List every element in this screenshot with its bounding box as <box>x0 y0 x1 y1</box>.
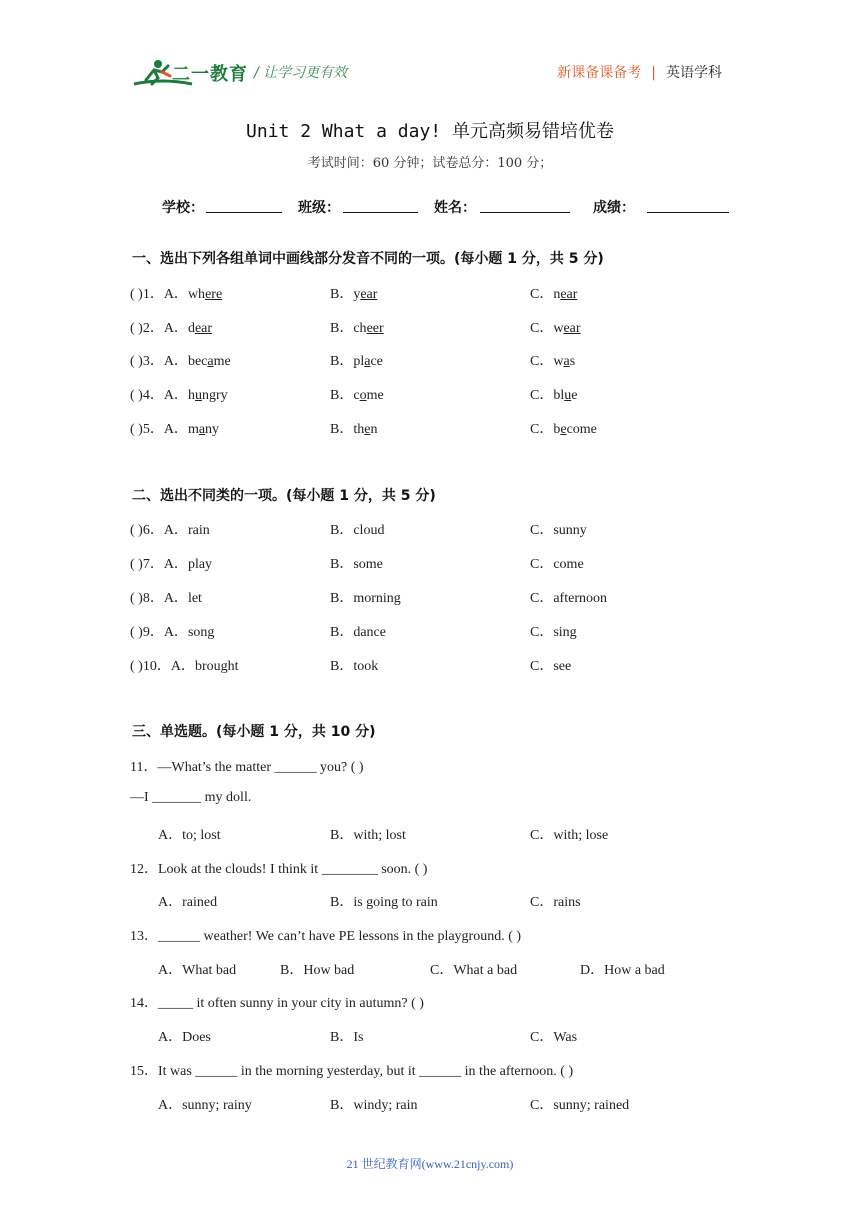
option-c: C．blue <box>530 388 578 403</box>
section-heading-2: 二、选出不同类的一项。(每小题 1 分，共 5 分) <box>132 488 436 504</box>
option-c: C．near <box>530 287 578 302</box>
option-c: C．afternoon <box>530 591 607 606</box>
option-c: C．rains <box>530 895 581 910</box>
question-row: ( )10．A．brought <box>130 659 239 674</box>
score-label: 成绩： <box>593 200 635 216</box>
option-b: B．some <box>330 557 383 572</box>
option-d: D．How a bad <box>580 963 665 978</box>
footer-link[interactable]: 21 世纪教育网(www.21cnjy.com) <box>346 1157 514 1171</box>
option-c: C．with; lose <box>530 828 609 843</box>
option-c: C．sunny; rained <box>530 1098 630 1113</box>
question-11-reply: —I _______ my doll. <box>130 790 252 805</box>
option-c: C．see <box>530 659 572 674</box>
header-subject-label: 英语学科 <box>666 65 722 81</box>
brand-slogan: / 让学习更有效 <box>254 65 348 81</box>
option-b: B．come <box>330 388 384 403</box>
question-row: ( )4．A．hungry <box>130 388 228 403</box>
question-row: ( )7．A．play <box>130 557 213 572</box>
question-row: ( )6．A．rain <box>130 523 210 538</box>
page-title: Unit 2 What a day! 单元高频易错培优卷 <box>246 121 614 142</box>
option-a: A．to; lost <box>158 828 221 843</box>
option-a: A．sunny; rainy <box>158 1098 252 1113</box>
option-a: A．What bad <box>158 963 237 978</box>
option-b: B．Is <box>330 1030 364 1045</box>
option-b: B．windy; rain <box>330 1098 418 1113</box>
option-c: C．Was <box>530 1030 578 1045</box>
name-blank[interactable] <box>480 212 570 213</box>
option-b: B．with; lost <box>330 828 406 843</box>
question-row: ( )2．A．dear <box>130 321 213 336</box>
brand-name: 二一教育 <box>172 64 248 84</box>
option-b: B．is going to rain <box>330 895 438 910</box>
option-c: C．become <box>530 422 597 437</box>
section-heading-1: 一、选出下列各组单词中画线部分发音不同的一项。(每小题 1 分，共 5 分) <box>132 251 604 267</box>
option-b: B．dance <box>330 625 386 640</box>
name-label: 姓名： <box>434 200 476 216</box>
question-row: ( )3．A．became <box>130 354 231 369</box>
option-c: C．sing <box>530 625 577 640</box>
option-a: A．Does <box>158 1030 211 1045</box>
score-blank[interactable] <box>647 212 729 213</box>
header-tag: 新课备课备考 <box>557 65 642 81</box>
option-b: B．took <box>330 659 379 674</box>
option-c: C．come <box>530 557 584 572</box>
question-14: 14．_____ it often sunny in your city in autumn? ( ) <box>130 996 424 1011</box>
option-b: B．morning <box>330 591 401 606</box>
question-row: ( )8．A．let <box>130 591 202 606</box>
option-b: B．How bad <box>280 963 355 978</box>
section-heading-3: 三、单选题。(每小题 1 分，共 10 分) <box>132 724 376 740</box>
option-c: C．wear <box>530 321 581 336</box>
option-b: B．year <box>330 287 378 302</box>
option-a: A．rained <box>158 895 218 910</box>
question-13: 13．______ weather! We can’t have PE lessons in the playground. ( ) <box>130 929 522 944</box>
class-blank[interactable] <box>343 212 418 213</box>
option-c: C．was <box>530 354 576 369</box>
class-label: 班级： <box>298 200 340 216</box>
question-15: 15．It was ______ in the morning yesterday, but it ______ in the afternoon. ( ) <box>130 1064 574 1079</box>
question-11: 11．—What’s the matter ______ you? ( ) <box>130 760 364 775</box>
header-separator: | <box>651 65 656 81</box>
header-subject <box>557 62 722 82</box>
option-b: B．cloud <box>330 523 385 538</box>
option-b: B．place <box>330 354 383 369</box>
option-c: C．What a bad <box>430 963 518 978</box>
school-label: 学校： <box>162 200 204 216</box>
question-12: 12．Look at the clouds! I think it ________ soon. ( ) <box>130 862 428 877</box>
option-b: B．then <box>330 422 378 437</box>
question-row: ( )9．A．song <box>130 625 215 640</box>
question-row: ( )1．A．where <box>130 287 223 302</box>
option-b: B．cheer <box>330 321 384 336</box>
question-row: ( )5．A．many <box>130 422 220 437</box>
school-blank[interactable] <box>206 212 282 213</box>
exam-info: 考试时间：60 分钟；试卷总分：100 分； <box>307 156 553 171</box>
option-c: C．sunny <box>530 523 587 538</box>
